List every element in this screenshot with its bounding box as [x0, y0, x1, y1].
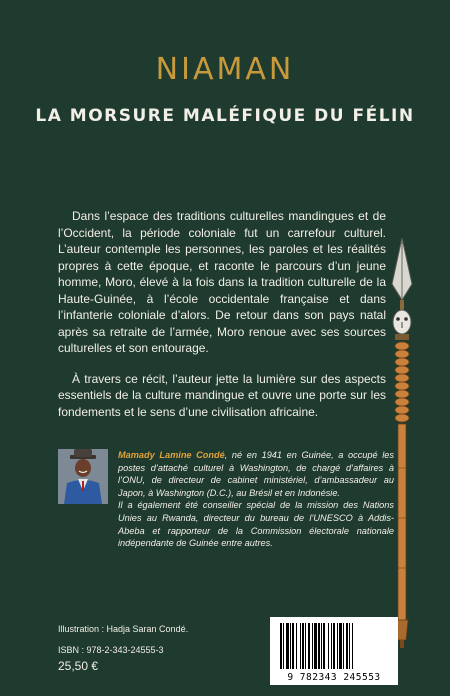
- book-description: [58, 208, 386, 434]
- illustration-credit: Illustration : Hadja Saran Condé.: [58, 624, 189, 634]
- author-name: Mamady Lamine Condé: [118, 450, 225, 460]
- barcode-digits: 9 782343 245553: [287, 672, 381, 683]
- isbn-text: ISBN : 978-2-343-24555-3: [58, 645, 164, 655]
- price-text: 25,50 €: [58, 659, 99, 673]
- barcode: [270, 617, 398, 685]
- spear-icon: [378, 238, 426, 648]
- barcode-bars: [270, 617, 398, 673]
- book-title: NIAMAN: [155, 52, 295, 87]
- description-paragraph-1: Dans l’espace des traditions culturelles mandingues et de l’Occident, la période coloniale fut un carrefour culturel. L’auteur contemple les personnes, les paroles et les réalités propres à cette époque, et raconte le parcours d’un jeune homme, Moro, élevé à la fois dans la tradition culturelle de la Haute-Guinée, à l’école occidentale française et dans l’infanterie coloniale d’alors. De retour dans son pays natal après sa retraite de l’armée, Moro renoue avec ses sources culturelles et son entourage.: [58, 209, 386, 355]
- author-bio-text: , né en 1941 en Guinée, a occupé les postes d’attaché culturel à Washington, de chargé d’affaires à l’ONU, de directeur de cabinet ministériel, d’ambassadeur au Japon, à Washington (D.C.), au Brésil et en Indonésie.: [118, 450, 394, 498]
- author-bio-second: Il a également été conseiller spécial de la mission des Nations Unies au Rwanda, directeur du bureau de l’UNESCO à Addis-Abeba et rapporteur de la Commission électorale nationale indépendante de Guinée entre autres.: [118, 500, 394, 549]
- author-bio: [118, 449, 394, 550]
- description-paragraph-2: À travers ce récit, l’auteur jette la lumière sur des aspects essentiels de la culture mandingue et ouvre une porte sur les fondements et le sens d’une civilisation africaine.: [58, 371, 386, 419]
- book-subtitle: LA MORSURE MALÉFIQUE DU FÉLIN: [35, 106, 415, 126]
- author-photo: [58, 449, 108, 504]
- author-portrait-icon: [58, 449, 108, 504]
